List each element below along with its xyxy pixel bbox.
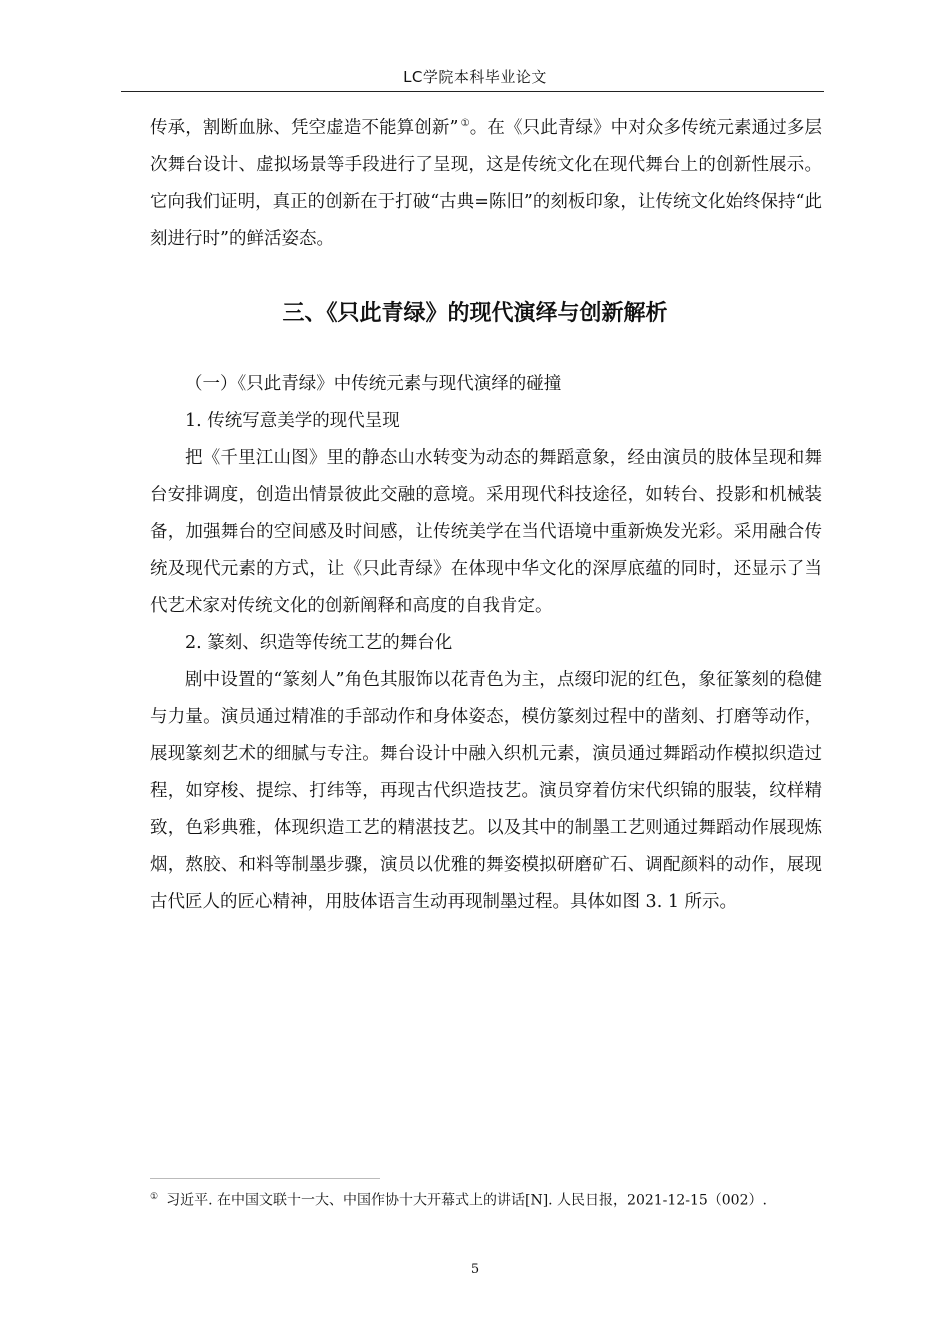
item-heading-2: 2. 篆刻、织造等传统工艺的舞台化 [185,633,453,653]
footnote-rule [150,1178,380,1179]
item-paragraph-2: 剧中设置的“篆刻人”角色其服饰以花青色为主，点缀印泥的红色，象征篆刻的稳健与力量。演员通过精准的手部动作和身体姿态，模仿篆刻过程中的凿刻、打磨等动作，展现篆刻艺术的细腻与专注。舞台设计中融入织机元素，演员通过舞蹈动作模拟织造过程，如穿梭、提综、打纬等，再现古代织造技艺。演员穿着仿宋代织锦的服装，纹样精致，色彩典雅，体现织造工艺的精湛技艺。以及其中的制墨工艺则通过舞蹈动作展现炼烟，熬胶、和料等制墨步骤，演员以优雅的舞姿模拟研磨矿石、调配颜料的动作，展现古代匠人的匠心精神，用肢体语言生动再现制墨过程。具体如图 3. 1 所示。 [150,670,822,912]
footnote-reference[interactable]: ① [460,118,470,130]
running-header: LC学院本科毕业论文 [403,68,547,86]
section-title: 三、《只此青绿》的现代演绎与创新解析 [282,301,668,326]
subsection-title: （一）《只此青绿》中传统元素与现代演绎的碰撞 [185,374,562,394]
subsection-block [150,366,822,921]
item-heading-1: 1. 传统写意美学的现代呈现 [185,411,400,431]
intro-text-continued: 。在《只此青绿》中对众多传统元素通过多层次舞台设计、虚拟场景等手段进行了呈现，这是传统文化在现代舞台上的创新性展示。它向我们证明，真正的创新在于打破“古典=陈旧”的刻板印象，让传统文化始终保持“此刻进行时”的鲜活姿态。 [150,118,823,249]
footnote-text: 习近平. 在中国文联十一大、中国作协十大开幕式上的讲话[N]. 人民日报，2021-12-15（002）. [166,1192,767,1209]
intro-text: 传承，割断血脉、凭空虚造不能算创新” [150,118,459,138]
footnote-mark: ① [150,1192,159,1202]
intro-block [150,110,822,258]
page-number: 5 [470,1262,480,1277]
intro-paragraph [150,110,822,258]
item-paragraph-1: 把《千里江山图》里的静态山水转变为动态的舞蹈意象，经由演员的肢体呈现和舞台安排调度，创造出情景彼此交融的意境。采用现代科技途径，如转台、投影和机械装备，加强舞台的空间感及时间感，让传统美学在当代语境中重新焕发光彩。采用融合传统及现代元素的方式，让《只此青绿》在体现中华文化的深厚底蕴的同时，还显示了当代艺术家对传统文化的创新阐释和高度的自我肯定。 [150,448,822,616]
footnote [150,1186,822,1212]
header-rule [121,91,824,92]
